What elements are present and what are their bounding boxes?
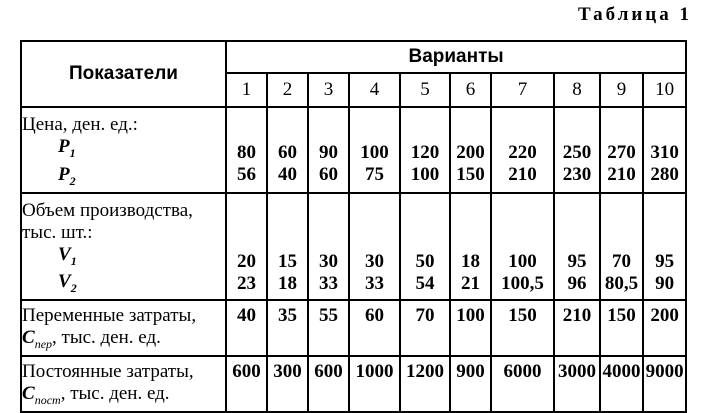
fixed-costs-cell: 1200 — [400, 356, 450, 412]
fixed-costs-cell: 1000 — [349, 356, 400, 412]
price-label: Цена, ден. ед.: — [22, 114, 138, 135]
variant-number: 5 — [400, 73, 450, 107]
variant-number: 3 — [308, 73, 349, 107]
volume-cell: 30 33 — [349, 193, 400, 301]
table-caption: Таблица 1 — [577, 4, 692, 25]
variable-costs-cell: 150 — [600, 300, 643, 356]
volume-cell: 95 96 — [554, 193, 600, 301]
variant-number: 10 — [643, 73, 686, 107]
price-cell: 250 230 — [554, 107, 600, 193]
fixed-costs-label-cell — [21, 356, 226, 412]
volume-cell: 50 54 — [400, 193, 450, 301]
volume-label-line1: Объем производства, — [22, 199, 193, 221]
variable-costs-cell: 100 — [450, 300, 491, 356]
variant-number: 1 — [226, 73, 267, 107]
variant-number: 9 — [600, 73, 643, 107]
variable-costs-cell: 60 — [349, 300, 400, 356]
v2-label: $V_2$ — [58, 271, 77, 296]
fixed-costs-cell: 600 — [308, 356, 349, 412]
variant-number: 8 — [554, 73, 600, 107]
variant-number: 4 — [349, 73, 400, 107]
price-row — [21, 107, 686, 193]
price-cell: 60 40 — [267, 107, 308, 193]
volume-row — [21, 193, 686, 301]
volume-cell: 70 80,5 — [600, 193, 643, 301]
price-cell: 90 60 — [308, 107, 349, 193]
header-indicators: Показатели — [21, 41, 226, 107]
volume-label-cell — [21, 193, 226, 301]
v1-label: $V_1$ — [58, 243, 77, 268]
variable-costs-cell: 40 — [226, 300, 267, 356]
variable-costs-cell: 55 — [308, 300, 349, 356]
volume-label-line2: тыс. шт.: — [22, 221, 93, 243]
variant-number: 6 — [450, 73, 491, 107]
price-label-cell — [21, 107, 226, 193]
volume-cell: 18 21 — [450, 193, 491, 301]
variable-costs-label-cell — [21, 300, 226, 356]
fixed-costs-row — [21, 356, 686, 412]
price-cell: 120 100 — [400, 107, 450, 193]
variable-costs-label-line2: $C_{пер}$, тыс. ден. ед. — [22, 327, 161, 351]
fixed-costs-cell: 4000 — [600, 356, 643, 412]
fixed-costs-cell: 300 — [267, 356, 308, 412]
fixed-costs-cell: 600 — [226, 356, 267, 412]
volume-cell: 20 23 — [226, 193, 267, 301]
volume-cell: 15 18 — [267, 193, 308, 301]
variable-costs-cell: 150 — [491, 300, 554, 356]
fixed-costs-cell: 900 — [450, 356, 491, 412]
variable-costs-cell: 210 — [554, 300, 600, 356]
variable-costs-cell: 200 — [643, 300, 686, 356]
p2-label: $P_2$ — [58, 163, 76, 188]
volume-cell: 30 33 — [308, 193, 349, 301]
fixed-costs-cell: 6000 — [491, 356, 554, 412]
price-cell: 220 210 — [491, 107, 554, 193]
variable-costs-row — [21, 300, 686, 356]
variant-number: 2 — [267, 73, 308, 107]
variable-costs-cell: 35 — [267, 300, 308, 356]
price-cell: 270 210 — [600, 107, 643, 193]
fixed-costs-label-line2: $C_{пост}$, тыс. ден. ед. — [22, 382, 170, 407]
price-cell: 80 56 — [226, 107, 267, 193]
fixed-costs-label-line1: Постоянные затраты, — [22, 360, 194, 382]
volume-cell: 95 90 — [643, 193, 686, 301]
fixed-costs-cell: 3000 — [554, 356, 600, 412]
variant-number: 7 — [491, 73, 554, 107]
price-cell: 310 280 — [643, 107, 686, 193]
fixed-costs-cell: 9000 — [643, 356, 686, 412]
variable-costs-cell: 70 — [400, 300, 450, 356]
p1-label: $P_1$ — [58, 136, 76, 160]
variants-table — [20, 40, 687, 413]
variable-costs-label-line1: Переменные затраты, — [22, 305, 197, 327]
price-cell: 100 75 — [349, 107, 400, 193]
header-variants: Варианты — [226, 41, 686, 73]
volume-cell: 100 100,5 — [491, 193, 554, 301]
price-cell: 200 150 — [450, 107, 491, 193]
